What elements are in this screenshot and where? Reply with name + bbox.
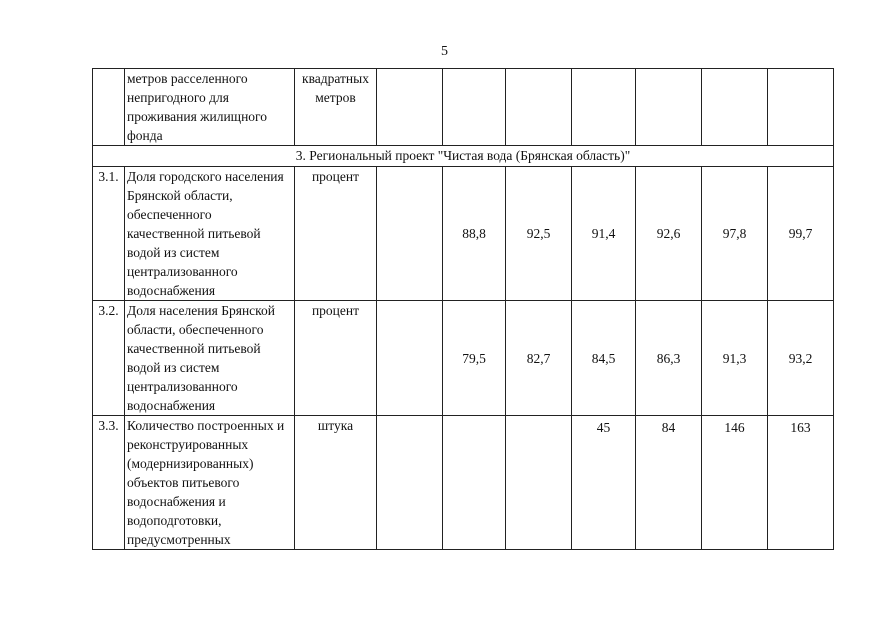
value-cell: 92,5 (506, 167, 572, 301)
base-value (377, 69, 443, 146)
page-number: 5 (441, 44, 448, 59)
row-number: 3.1. (93, 167, 125, 301)
value-cell (443, 416, 506, 550)
row-number: 3.2. (93, 301, 125, 416)
indicator-name: Количество построенных и реконструированных (модернизированных) объектов питьевого водоснабжения и водоподготовки, предусмотренных (125, 416, 295, 550)
value-cell (702, 69, 768, 146)
value-cell: 82,7 (506, 301, 572, 416)
table-row (93, 167, 834, 301)
row-number: 3.3. (93, 416, 125, 550)
value-cell: 91,3 (702, 301, 768, 416)
value-cell (572, 69, 636, 146)
unit-of-measure: квадратных метров (295, 69, 377, 146)
row-number (93, 69, 125, 146)
indicator-name: Доля населения Брянской области, обеспеченного качественной питьевой водой из систем централизованного водоснабжения (125, 301, 295, 416)
value-cell (443, 69, 506, 146)
value-cell: 45 (572, 416, 636, 550)
base-value (377, 301, 443, 416)
value-cell (506, 69, 572, 146)
unit-of-measure: штука (295, 416, 377, 550)
table-row (93, 69, 834, 146)
value-cell: 84,5 (572, 301, 636, 416)
value-cell: 88,8 (443, 167, 506, 301)
value-cell: 84 (636, 416, 702, 550)
indicator-name: Доля городского населения Брянской области, обеспеченного качественной питьевой водой из систем централизованного водоснабжения (125, 167, 295, 301)
value-cell: 79,5 (443, 301, 506, 416)
value-cell: 86,3 (636, 301, 702, 416)
section-row (93, 146, 834, 167)
value-cell (636, 69, 702, 146)
section-title: 3. Региональный проект "Чистая вода (Брянская область)" (93, 146, 834, 167)
value-cell: 99,7 (768, 167, 834, 301)
unit-of-measure: процент (295, 301, 377, 416)
table-row (93, 301, 834, 416)
indicator-name: метров расселенного непригодного для проживания жилищного фонда (125, 69, 295, 146)
value-cell: 92,6 (636, 167, 702, 301)
value-cell: 91,4 (572, 167, 636, 301)
value-cell (768, 69, 834, 146)
base-value (377, 416, 443, 550)
value-cell: 163 (768, 416, 834, 550)
base-value (377, 167, 443, 301)
value-cell: 93,2 (768, 301, 834, 416)
unit-of-measure: процент (295, 167, 377, 301)
table-row (93, 416, 834, 550)
value-cell (506, 416, 572, 550)
indicators-table (92, 68, 834, 550)
value-cell: 146 (702, 416, 768, 550)
value-cell: 97,8 (702, 167, 768, 301)
